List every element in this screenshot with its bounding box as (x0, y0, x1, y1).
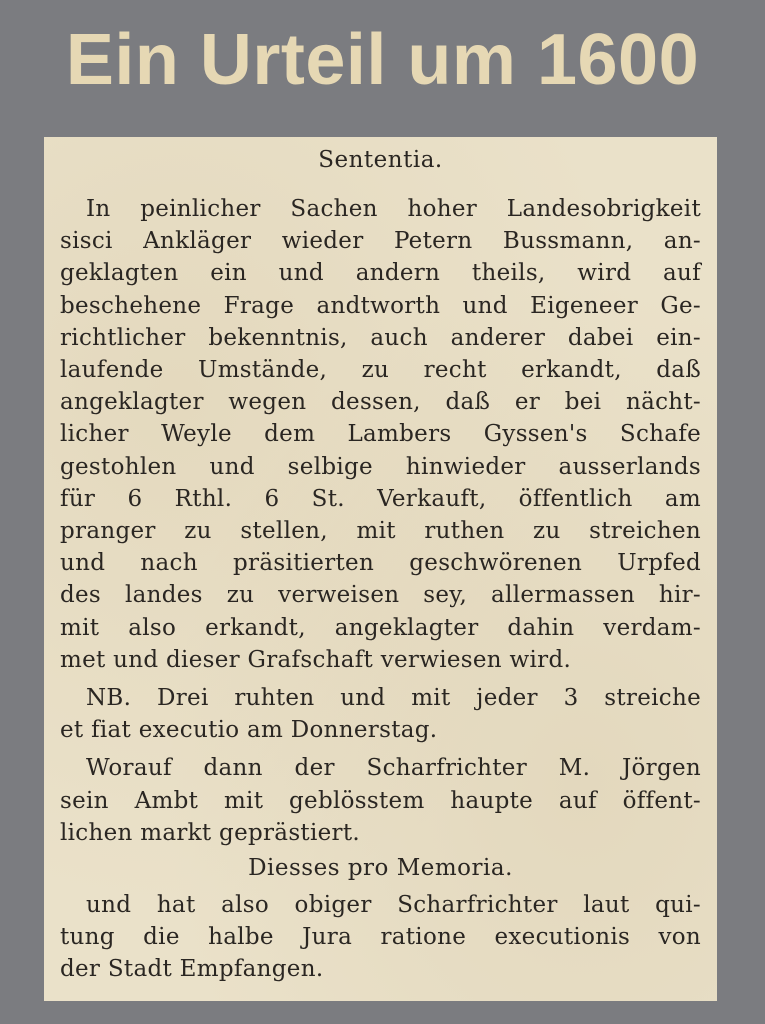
text-line: In peinlicher Sachen hoher Landesobrigkeit (86, 196, 701, 222)
document-title: Sententia. (318, 147, 443, 173)
newspaper-clipping (44, 137, 717, 1001)
text-line: tung die halbe Jura ratione executionis von (60, 924, 701, 951)
receipt-paragraph (60, 889, 701, 986)
execution-paragraph (60, 752, 701, 849)
text-line: laufende Umstände, zu recht erkandt, daß (60, 357, 701, 384)
text-line: met und dieser Grafschaft verwiesen wird. (60, 646, 572, 673)
text-line: richtlicher bekenntnis, auch anderer dabei ein- (60, 324, 701, 351)
text-line: und hat also obiger Scharfrichter laut qui- (86, 892, 701, 919)
text-line: der Stadt Empfangen. (60, 956, 324, 983)
text-line: gestohlen und selbige hinwieder ausserlands (60, 453, 701, 480)
text-line: und nach präsitierten geschwörenen Urpfed (60, 550, 701, 577)
text-line: lichen markt geprästiert. (60, 819, 360, 846)
text-line: Worauf dann der Scharfrichter M. Jörgen (86, 755, 701, 782)
text-line: des landes zu verweisen sey, allermassen hir- (60, 582, 701, 609)
text-line: angeklagter wegen dessen, daß er bei nächt- (60, 389, 701, 416)
page-headline: Ein Urteil um 1600 (65, 20, 700, 100)
text-line: sisci Ankläger wieder Petern Bussmann, an- (60, 228, 701, 255)
text-line: pranger zu stellen, mit ruthen zu streichen (60, 518, 701, 545)
note-paragraph (60, 682, 701, 746)
text-line: für 6 Rthl. 6 St. Verkauft, öffentlich am (60, 485, 701, 512)
text-line: sein Ambt mit geblösstem haupte auf öffent- (60, 787, 701, 814)
memoria-heading: Diesses pro Memoria. (248, 855, 513, 882)
text-line: NB. Drei ruhten und mit jeder 3 streiche (86, 685, 701, 712)
text-line: licher Weyle dem Lambers Gyssen's Schafe (60, 421, 701, 448)
verdict-paragraph (60, 193, 701, 676)
text-line: beschehene Frage andtworth und Eigeneer Ge- (60, 292, 701, 319)
text-line: geklagten ein und andern theils, wird auf (60, 260, 701, 287)
text-line: mit also erkandt, angeklagter dahin verdam- (60, 614, 701, 641)
text-line: et fiat executio am Donnerstag. (60, 717, 438, 744)
